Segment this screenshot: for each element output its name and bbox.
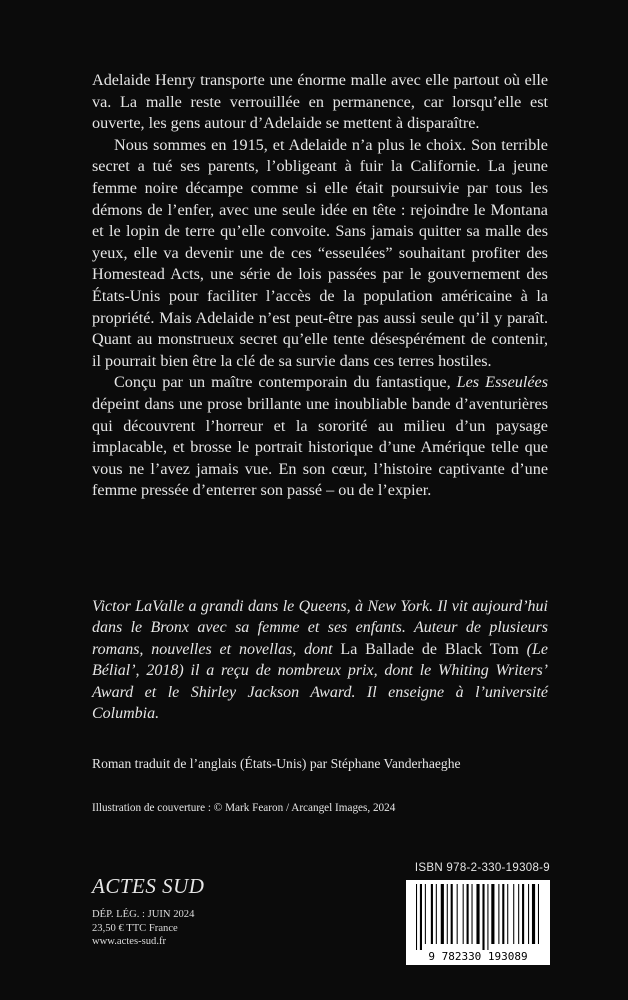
barcode-bar [522,884,524,944]
bio-part-1: Victor LaValle a grandi dans le Queens, à New York. Il vit aujourd’hui dans le Bronx avec sa femme et ses enfants. Auteur de plusieurs romans, nouvelles et novellas, dont [92,598,548,658]
barcode-bar [476,884,479,944]
blurb-paragraph-2: Nous sommes en 1915, et Adelaide n’a plus le choix. Son terrible secret a tué ses parents, l’obligeant à fuir la Californie. La jeune femme noire décampe comme si elle était poursuivie par tous les démons de l’enfer, avec une seule idée en tête : rejoindre le Montana et le lopin de terre qu’elle convoite. Sans jamais quitter sa malle des yeux, elle va devenir une de ces “esseulées” souhaitant profiter des Homestead Acts, une série de lois passées par le gouvernement des États-Unis pour faciliter l’accès de la population américaine à la propriété. Mais Adelaide n’est peut-être pas aussi seule qu’il y paraît. Quant au monstrueux secret qu’elle tente désespérément de contenir, il pourrait bien être la clé de sa survie dans ces terres hostiles. [92,135,548,370]
book-title: Les Esseulées [456,373,549,392]
legal-deposit: DÉP. LÉG. : JUIN 2024 [92,909,195,920]
blurb-p3-rest: dépeint dans une prose brillante une inoubliable bande d’aventurières qui découvrent l’horreur et la sororité au milieu d’un paysage implacable, et brosse le portrait historique d’une Amérique telle que vous ne l’avez jamais vue. En son cœur, l’histoire captivante d’une femme pressée d’enterrer son passé – ou de l’expier. [92,394,548,500]
back-cover-blurb [92,70,548,502]
barcode-bar [447,884,448,944]
price: 23,50 € TTC France [92,922,178,934]
barcode-bar [472,884,473,944]
barcode-bar [441,884,444,944]
barcode-graphic [406,880,550,965]
barcode-bar [420,884,422,950]
barcode-bar [498,884,499,944]
barcode-bar [507,884,508,944]
barcode-bar [457,884,458,944]
blurb-p3-start: Conçu par un maître contemporain du fantastique, [114,373,457,392]
blurb-paragraph-1: Adelaide Henry transporte une énorme malle avec elle partout où elle va. La malle reste verrouillée en permanence, car lorsqu’elle est ouverte, les gens autour d’Adelaide se mettent à disparaître. [92,71,548,133]
illustration-credit: Illustration de couverture : © Mark Fearon / Arcangel Images, 2024 [92,802,396,814]
isbn-label: ISBN 978-2-330-19308-9 [414,862,550,874]
barcode-bar [416,884,417,950]
publisher-website: www.actes-sud.fr [92,936,167,947]
translator-credit: Roman traduit de l’anglais (États-Unis) par Stéphane Vanderhaeghe [92,756,461,771]
barcode [406,880,550,965]
barcode-bar [463,884,464,944]
barcode-bar [467,884,469,944]
barcode-bar [502,884,504,944]
publisher-logo: ACTES SUD [92,874,205,898]
barcode-bar [538,884,539,944]
barcode-bar [451,884,453,944]
barcode-bar [518,884,519,944]
bio-part-2: (Le Bélial’, 2018) il a reçu de nombreux prix, dont le Whiting Writers’ Award et le Shirley Jackson Award. Il enseigne à l’université Columbia. [92,640,548,723]
barcode-bar [491,884,494,944]
barcode-bar [532,884,535,944]
barcode-bar [431,884,433,944]
author-bio [92,596,548,724]
previous-book-title: La Ballade de Black Tom [340,640,519,658]
barcode-bar [528,884,529,944]
barcode-bar [487,884,488,950]
barcode-bar [482,884,484,950]
blurb-paragraph-3 [92,372,548,502]
legal-info [92,908,194,949]
barcode-bar [436,884,437,944]
barcode-bar [425,884,426,944]
barcode-digits: 9 782330 193089 [428,950,528,963]
barcode-bar [513,884,514,944]
